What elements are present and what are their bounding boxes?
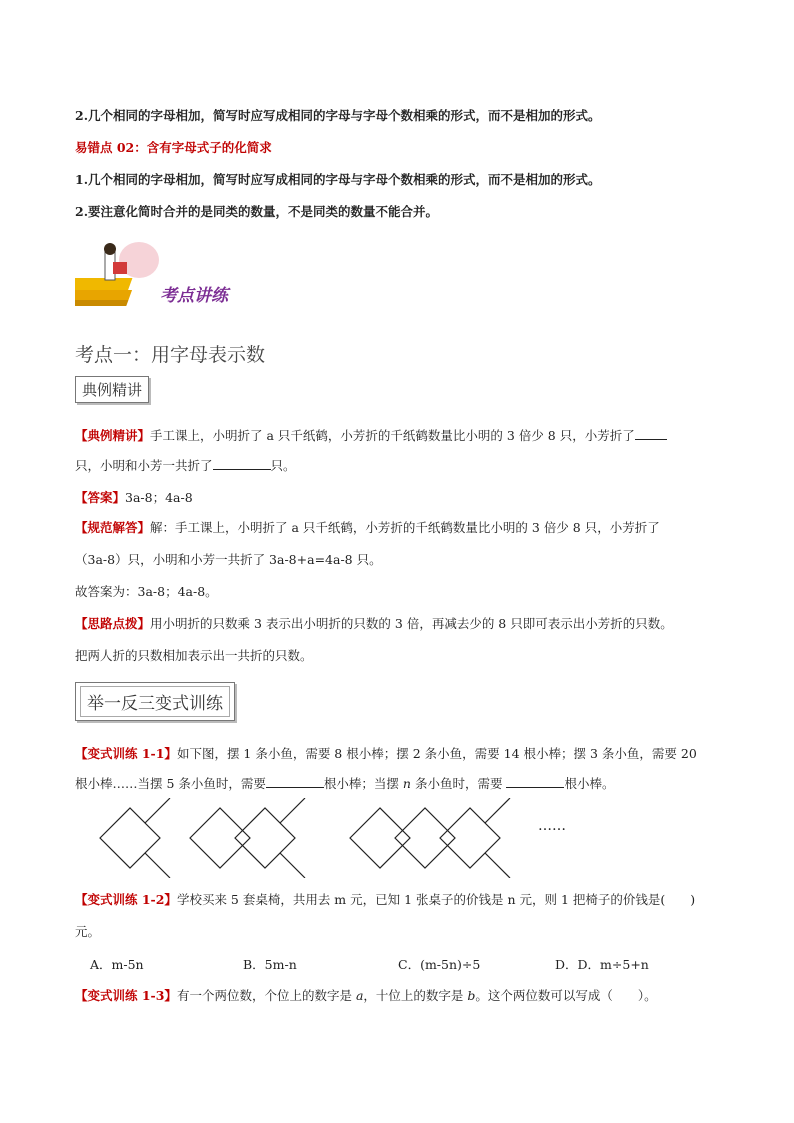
- figure-ellipsis: ……: [538, 818, 566, 834]
- example-label-box: [75, 376, 149, 403]
- section-title: 考点一：用字母表示数: [75, 344, 266, 366]
- solution-line-1: 【规范解答】解：手工课上，小明折了 a 只千纸鹤，小芳折的千纸鹤数量比小明的 3 倍少 8 只，小芳折了: [75, 520, 660, 535]
- answer-value: 3a-8；4a-8: [125, 490, 193, 505]
- answer-blank-2: [213, 456, 271, 470]
- practice-1-2-line-1: 【变式训练 1-2】学校买来 5 套桌椅，共用去 m 元，已知 1 张桌子的价钱是 n 元，则 1 把椅子的价钱是( ): [75, 892, 696, 907]
- practice-label: 举一反三变式训练: [87, 694, 223, 714]
- practice-1-1-line-1: 【变式训练 1-1】如下图，摆 1 条小鱼，需要 8 根小棒；摆 2 条小鱼，需要 14 根小棒；摆 3 条小鱼，需要 20: [75, 746, 697, 761]
- example-tag: 【典例精讲】: [75, 428, 151, 443]
- solution-line-2: （3a-8）只，小明和小芳一共折了 3a-8+a=4a-8 只。: [75, 552, 382, 567]
- books-illustration: [75, 238, 165, 308]
- example-label: 典例精讲: [82, 381, 143, 399]
- note-line-1: 2.几个相同的字母相加，简写时应写成相同的字母与字母个数相乘的形式，而不是相加的形式。: [75, 108, 601, 123]
- hint-line-1: 【思路点拨】用小明折的只数乘 3 表示出小明折的只数的 3 倍，再减去少的 8 只即可表示出小芳折的只数。: [75, 616, 673, 631]
- banner-title: 考点讲练: [160, 286, 228, 306]
- answer-blank-1: [635, 426, 667, 440]
- answer-blank-4: [506, 774, 564, 788]
- error-point-heading: 易错点 02：含有字母式子的化简求: [75, 140, 272, 155]
- hint-line-2: 把两人折的只数相加表示出一共折的只数。: [75, 648, 313, 663]
- example-question-line-1: 【典例精讲】手工课上，小明折了 a 只千纸鹤，小芳折的千纸鹤数量比小明的 3 倍少 8 只，小芳折了: [75, 426, 667, 444]
- note-line-2: 1.几个相同的字母相加，简写时应写成相同的字母与字母个数相乘的形式，而不是相加的形式。: [75, 172, 601, 187]
- practice-1-3-line-1: 【变式训练 1-3】有一个两位数，个位上的数字是 a，十位上的数字是 b。这个两位数可以写成（ ）。: [75, 988, 657, 1003]
- answer-blank-3: [266, 774, 324, 788]
- practice-1-2-line-2: 元。: [75, 924, 101, 939]
- practice-label-box: [75, 682, 235, 721]
- option-c[interactable]: C．(m-5n)÷5: [398, 957, 481, 972]
- note-line-3: 2.要注意化简时合并的是同类的数量，不是同类的数量不能合并。: [75, 204, 439, 219]
- option-d[interactable]: D．D．m÷5+n: [555, 957, 649, 972]
- conclusion-line: 故答案为：3a-8；4a-8。: [75, 584, 218, 599]
- example-question-line-2: 只，小明和小芳一共折了 只。: [75, 458, 296, 473]
- answer-line: 【答案】3a-8；4a-8: [75, 490, 193, 505]
- option-b[interactable]: B．5m-n: [243, 957, 297, 972]
- fish-stick-figure: [90, 798, 540, 878]
- option-a[interactable]: A．m-5n: [90, 957, 144, 972]
- practice-1-1-line-2: 根小棒……当摆 5 条小鱼时，需要 根小棒；当摆 n 条小鱼时，需要 根小棒。: [75, 776, 615, 791]
